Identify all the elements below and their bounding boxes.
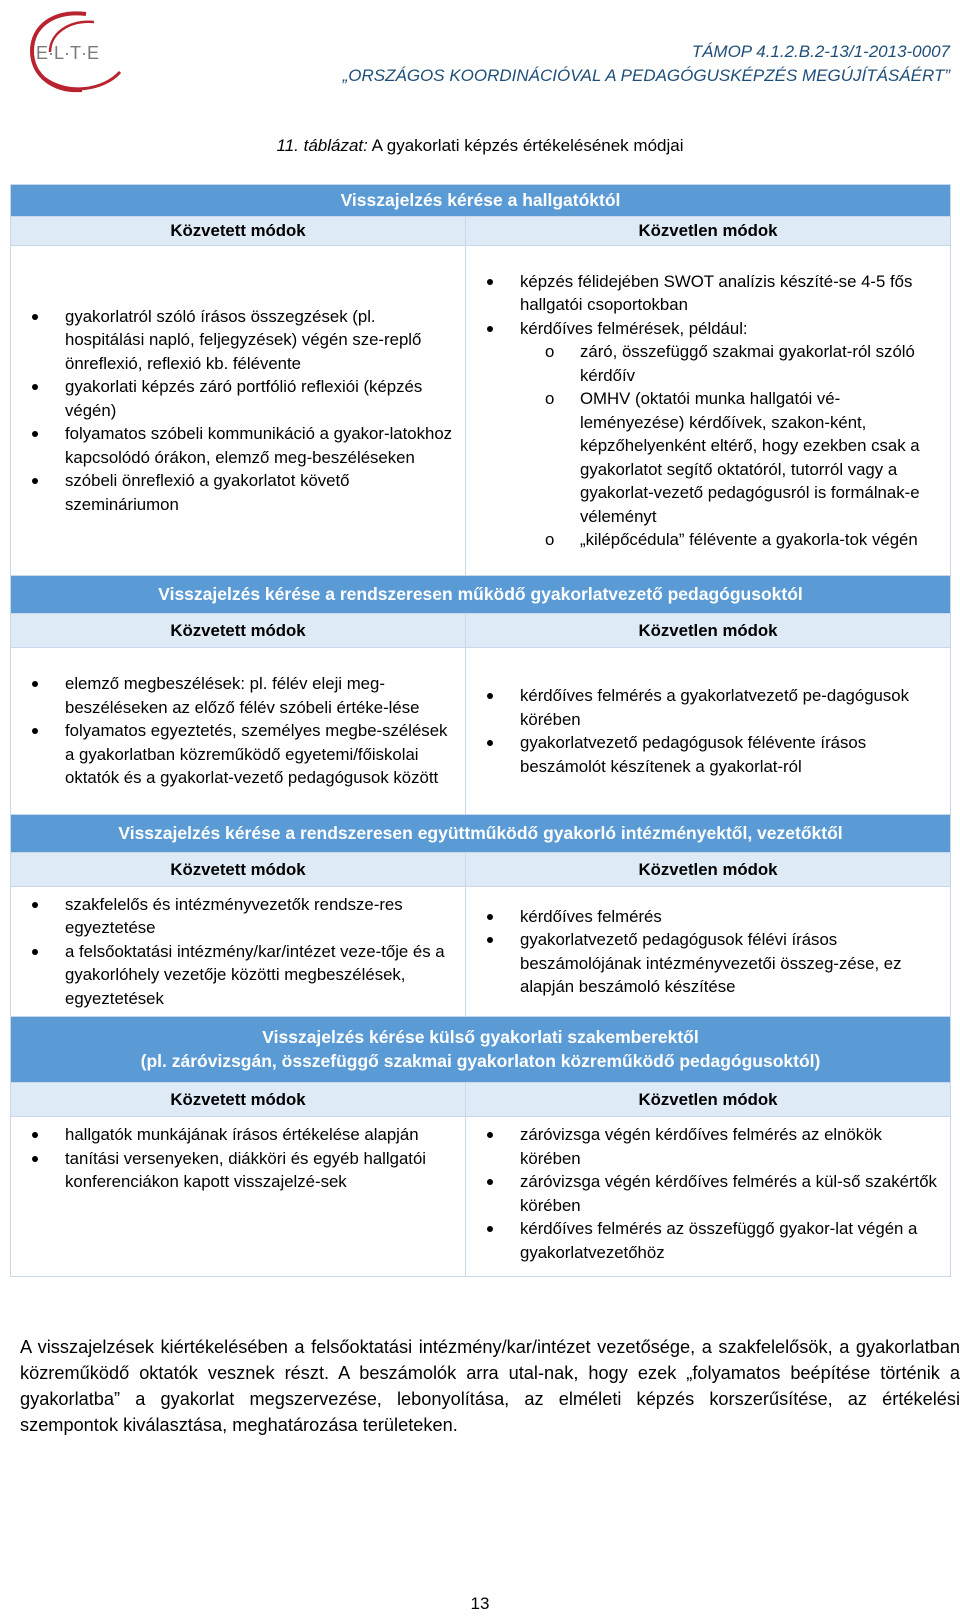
indirect-cell bbox=[11, 887, 466, 1017]
direct-header: Közvetlen módok bbox=[466, 1083, 951, 1117]
direct-header: Közvetlen módok bbox=[466, 217, 951, 246]
list-item bbox=[520, 317, 944, 552]
direct-cell bbox=[466, 887, 951, 1017]
indirect-header: Közvetett módok bbox=[11, 1083, 466, 1117]
elte-logo bbox=[24, 6, 134, 96]
section-title: Visszajelzés kérése a rendszeresen együttműködő gyakorló intézményektől, vezetőktől bbox=[11, 815, 951, 853]
caption-title: A gyakorlati képzés értékelésének módjai bbox=[367, 136, 684, 155]
list-item: a felsőoktatási intézmény/kar/intézet veze-tője és a gyakorlóhely vezetője közötti megbeszélések, egyeztetések bbox=[65, 940, 459, 1011]
list-item: gyakorlatvezető pedagógusok félévente írásos beszámolót készítenek a gyakorlat-ról bbox=[520, 731, 944, 778]
page-number: 13 bbox=[470, 1594, 490, 1613]
indirect-cell bbox=[11, 246, 466, 576]
indirect-cell bbox=[11, 1117, 466, 1277]
evaluation-table bbox=[10, 184, 951, 1277]
list-item: tanítási versenyeken, diákköri és egyéb hallgatói konferenciákon kapott visszajelzé-sek bbox=[65, 1147, 459, 1194]
list-item: gyakorlati képzés záró portfólió reflexiói (képzés végén) bbox=[65, 375, 459, 422]
section-title bbox=[11, 1017, 951, 1083]
indirect-header: Közvetett módok bbox=[11, 217, 466, 246]
indirect-header: Közvetett módok bbox=[11, 614, 466, 648]
direct-cell bbox=[466, 1117, 951, 1277]
direct-cell bbox=[466, 246, 951, 576]
project-title: „ORSZÁGOS KOORDINÁCIÓVAL A PEDAGÓGUSKÉPZÉS MEGÚJÍTÁSÁÉRT” bbox=[342, 66, 950, 85]
list-item: hallgatók munkájának írásos értékelése alapján bbox=[65, 1123, 459, 1147]
sub-list-item: o „kilépőcédula” félévente a gyakorla-tok végén bbox=[580, 528, 944, 552]
section-title: Visszajelzés kérése a hallgatóktól bbox=[11, 185, 951, 217]
list-item: gyakorlatról szóló írásos összegzések (pl. hospitálási napló, feljegyzések) végén sze-replő önreflexió, reflexió kb. félévente bbox=[65, 305, 459, 376]
list-item: gyakorlatvezető pedagógusok félévi írásos beszámolójának intézményvezetői összeg-zése, ez alapján beszámoló készítése bbox=[520, 928, 944, 999]
list-item: szóbeli önreflexió a gyakorlatot követő szemináriumon bbox=[65, 469, 459, 516]
direct-cell bbox=[466, 648, 951, 815]
direct-header: Közvetlen módok bbox=[466, 853, 951, 887]
section-title-line: (pl. záróvizsgán, összefüggő szakmai gyakorlaton közreműködő pedagógusoktól) bbox=[140, 1050, 821, 1071]
sub-list-item: o OMHV (oktatói munka hallgatói vé-leményezése) kérdőívek, szakon-ként, képzőhelyenként eltérő, hogy ezekben csak a gyakorlatot segítő oktatóról, tutorról vagy a gyakorlat-vezető pedagógusról is formálnak-e véleményt bbox=[580, 387, 944, 528]
sub-list-item: o záró, összefüggő szakmai gyakorlat-ról szóló kérdőív bbox=[580, 340, 944, 387]
list-item: kérdőíves felmérés a gyakorlatvezető pe-dagógusok körében bbox=[520, 684, 944, 731]
list-item: folyamatos egyeztetés, személyes megbe-szélések a gyakorlatban közreműködő egyetemi/főiskolai oktatók és a gyakorlat-vezető pedagógusok között bbox=[65, 719, 459, 790]
section-title-line: Visszajelzés kérése külső gyakorlati szakemberektől bbox=[262, 1027, 699, 1047]
list-item: elemző megbeszélések: pl. félév eleji meg-beszéléseken az előző félév szóbeli értéke-lése bbox=[65, 672, 459, 719]
indirect-header: Közvetett módok bbox=[11, 853, 466, 887]
section-title: Visszajelzés kérése a rendszeresen működő gyakorlatvezető pedagógusoktól bbox=[11, 576, 951, 614]
table-caption bbox=[0, 136, 960, 156]
list-item: kérdőíves felmérés bbox=[520, 905, 944, 929]
list-item: záróvizsga végén kérdőíves felmérés a kül-ső szakértők körében bbox=[520, 1170, 944, 1217]
list-item: szakfelelős és intézményvezetők rendsze-res egyeztetése bbox=[65, 893, 459, 940]
body-paragraph: A visszajelzések kiértékelésében a felsőoktatási intézmény/kar/intézet vezetősége, a szakfelelősök, a gyakorlatban közreműködő oktatók vesznek részt. A beszámolók arra utal-nak, hogy ezek „folyamatos beépítése történik a gyakorlatba” a gyakorlat megszervezése, lebonyolítása, az elméleti képzés korszerűsítése, az értékelési szempontok kiválasztása, meghatározása területeken. bbox=[20, 1337, 960, 1435]
caption-label: 11. táblázat: bbox=[276, 136, 368, 155]
direct-header: Közvetlen módok bbox=[466, 614, 951, 648]
indirect-cell bbox=[11, 648, 466, 815]
project-code: TÁMOP 4.1.2.B.2-13/1-2013-0007 bbox=[691, 42, 950, 61]
svg-text:E·L·T·E: E·L·T·E bbox=[36, 43, 99, 63]
list-item: képzés félidejében SWOT analízis készíté-se 4-5 fős hallgatói csoportokban bbox=[520, 270, 944, 317]
list-item: folyamatos szóbeli kommunikáció a gyakor-latokhoz kapcsolódó órákon, elemző meg-beszéléseken bbox=[65, 422, 459, 469]
list-item: kérdőíves felmérés az összefüggő gyakor-lat végén a gyakorlatvezetőhöz bbox=[520, 1217, 944, 1264]
list-item-text: kérdőíves felmérések, például: bbox=[520, 318, 748, 338]
project-header bbox=[343, 40, 950, 88]
list-item: záróvizsga végén kérdőíves felmérés az elnökök körében bbox=[520, 1123, 944, 1170]
